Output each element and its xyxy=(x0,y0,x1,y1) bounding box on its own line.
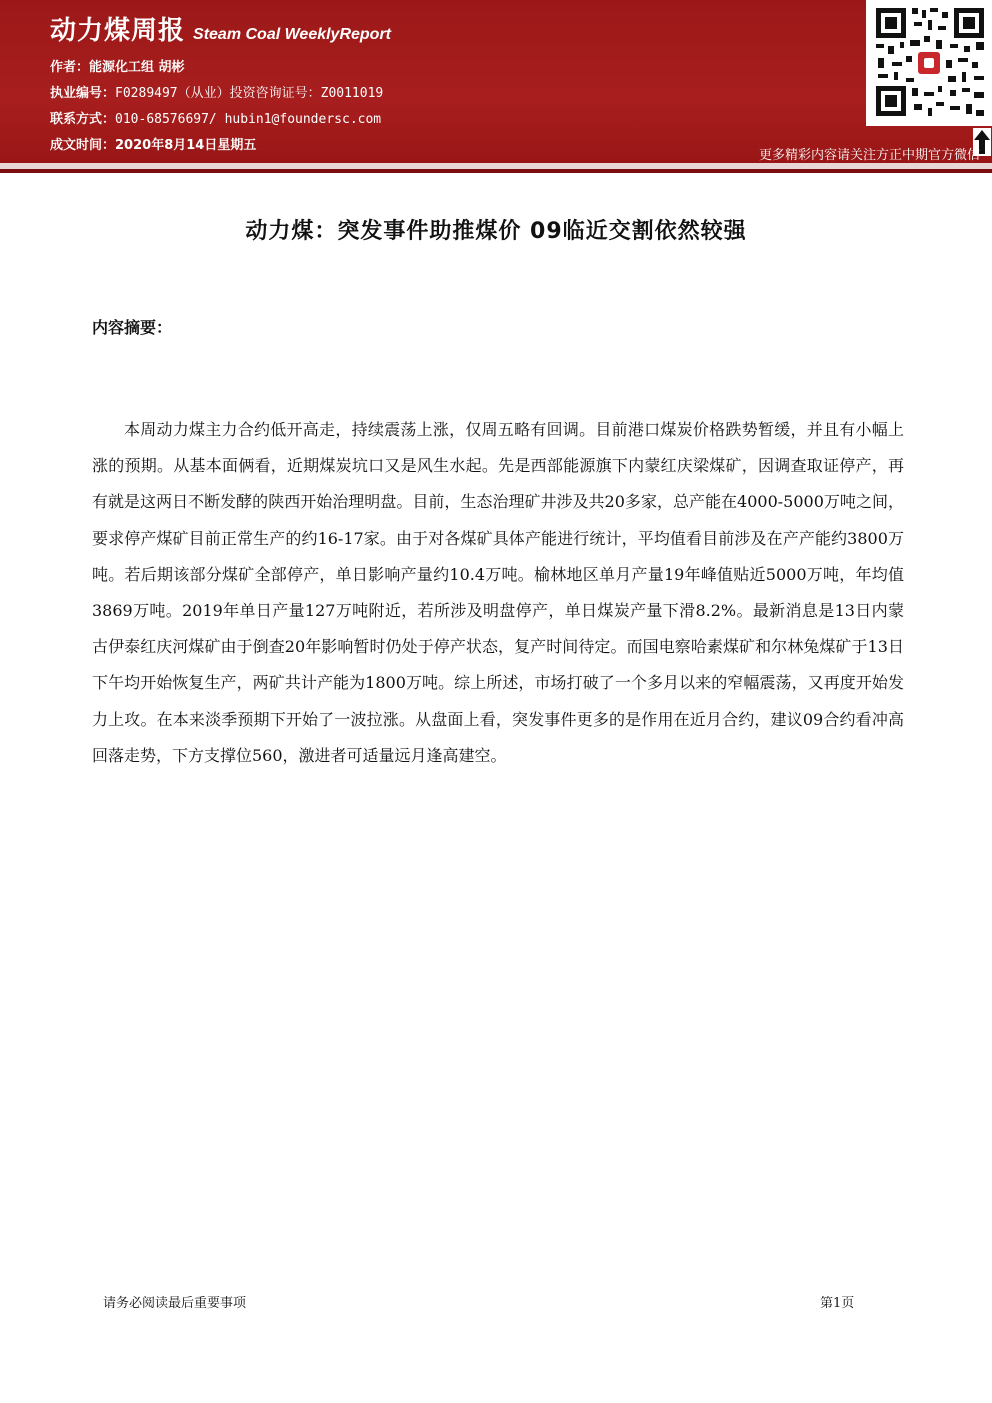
follow-wechat-text: 更多精彩内容请关注方正中期官方微信 xyxy=(758,148,980,163)
contact-label: 联系方式： xyxy=(50,112,116,127)
abstract-label: 内容摘要： xyxy=(92,318,173,337)
report-title: 动力煤：突发事件助推煤价 09临近交割依然较强 xyxy=(245,219,747,244)
license-label: 执业编号： xyxy=(50,86,116,101)
author-line xyxy=(50,56,185,75)
date-label: 成文时间： xyxy=(50,138,116,153)
author-label: 作者： xyxy=(50,60,90,75)
date-line xyxy=(50,134,256,153)
page-number: 第1页 xyxy=(820,1296,855,1311)
contact-line xyxy=(50,108,381,127)
contact-value: 010-68576697/ hubin1@foundersc.com xyxy=(115,112,382,127)
author-value: 能源化工组 胡彬 xyxy=(89,60,185,75)
qr-code-icon[interactable] xyxy=(866,0,992,126)
footer-notice: 请务必阅读最后重要事项 xyxy=(103,1296,247,1311)
report-brand xyxy=(50,10,391,47)
license-line xyxy=(50,82,383,101)
brand-title-cn: 动力煤周报 xyxy=(50,16,186,46)
abstract-paragraph: 本周动力煤主力合约低开高走，持续震荡上涨，仅周五略有回调。目前港口煤炭价格跌势暂缓，并且有小幅上涨的预期。从基本面俩看，近期煤炭坑口又是风生水起。先是西部能源旗下内蒙红庆梁煤矿，因调查取证停产，再有就是这两日不断发酵的陕西开始治理明盘。目前，生态治理矿井涉及共20多家，总产能在4000-5000万吨之间，要求停产煤矿目前正常生产的约16-17家。由于对各煤矿具体产能进行统计，平均值看目前涉及在产产能约3800万吨。若后期该部分煤矿全部停产，单日影响产量约10.4万吨。榆林地区单月产量19年峰值贴近5000万吨，年均值3869万吨。2019年单日产量127万吨附近，若所涉及明盘停产，单日煤炭产量下滑8.2%。最新消息是13日内蒙古伊泰红庆河煤矿由于倒查20年影响暂时仍处于停产状态，复产时间待定。而国电察哈素煤矿和尔林兔煤矿于13日下午均开始恢复生产，两矿共计产能为1800万吨。综上所述，市场打破了一个多月以来的窄幅震荡，又再度开始发力上攻。在本来淡季预期下开始了一波拉涨。从盘面上看，突发事件更多的是作用在近月合约，建议09合约看冲高回落走势，下方支撑位560，激进者可适量远月逢高建空。 xyxy=(92,420,904,765)
header-divider-dark xyxy=(0,169,992,173)
date-value: 2020年8月14日星期五 xyxy=(115,138,257,153)
brand-title-en: Steam Coal WeeklyReport xyxy=(193,26,392,43)
license-value: F0289497（从业）投资咨询证号：Z0011019 xyxy=(115,86,384,101)
